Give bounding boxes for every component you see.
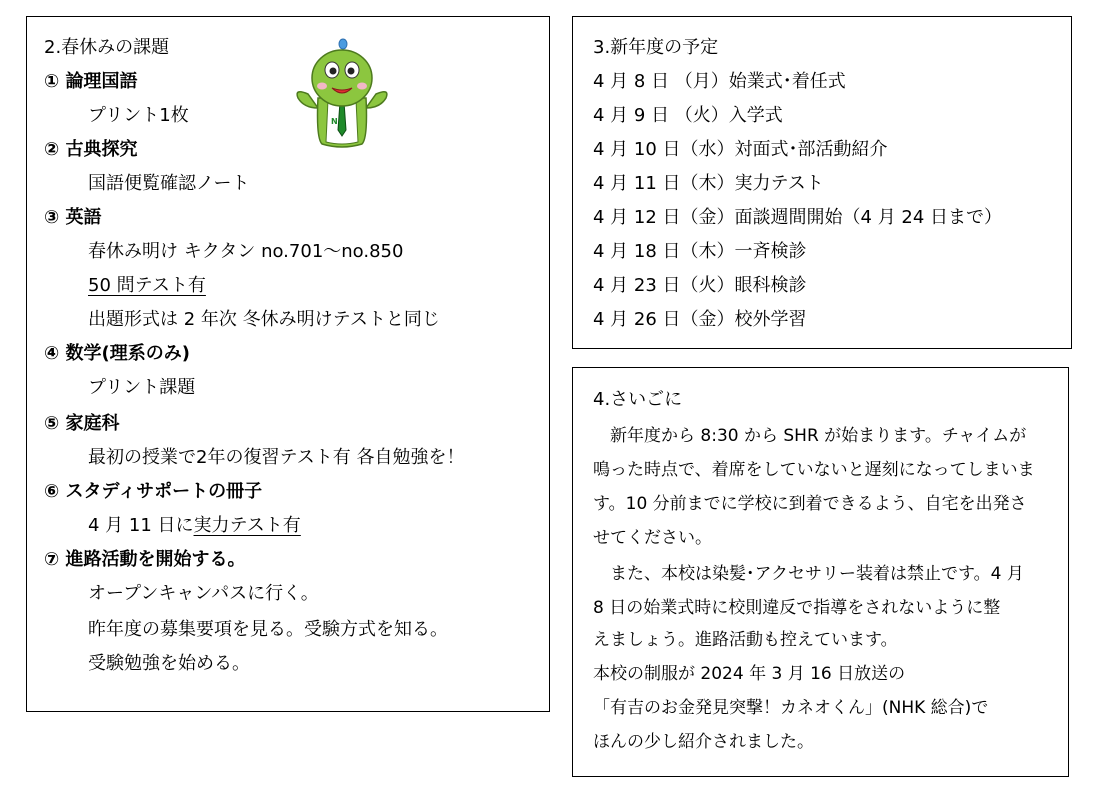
item-logic-japanese-heading: ① 論理国語: [44, 71, 138, 92]
closing-line: えましょう。進路活動も控えています。: [593, 630, 898, 650]
closing-line: 新年度から 8:30 から SHR が始まります。チャイムが: [593, 426, 1027, 446]
schedule-event: 4 月 11 日（木）実力テスト: [593, 173, 824, 194]
closing-line: 「有吉のお金発見突撃！カネオくん」(NHK 総合)で: [593, 698, 989, 718]
closing-line: す。10 分前までに学校に到着できるよう、自宅を出発さ: [593, 494, 1027, 514]
item-home-ec-heading: ⑤ 家庭科: [44, 413, 120, 434]
closing-line: また、本校は染髪･アクセサリー装着は禁止です。4 月: [593, 564, 1024, 584]
item-classics-line: 国語便覧確認ノート: [88, 173, 250, 194]
closing-line: せてください。: [593, 528, 712, 548]
mascot-illustration: [294, 38, 390, 150]
item-career-line-3: 受験勉強を始める。: [88, 653, 250, 674]
closing-line: 8 日の始業式時に校則違反で指導をされないように整: [593, 598, 1001, 618]
item-career-line-1: オープンキャンパスに行く。: [88, 583, 319, 604]
closing-line: 本校の制服が 2024 年 3 月 16 日放送の: [593, 664, 906, 684]
schedule-event: 4 月 26 日（金）校外学習: [593, 309, 807, 330]
homework-title: 2.春休みの課題: [44, 37, 170, 58]
item-english-heading: ③ 英語: [44, 207, 102, 228]
closing-line: 鳴った時点で、着席をしていないと遅刻になってしまいま: [593, 460, 1035, 480]
schedule-event: 4 月 8 日 （月）始業式･着任式: [593, 71, 846, 92]
schedule-event: 4 月 12 日（金）面談週間開始（4 月 24 日まで）: [593, 207, 1003, 228]
schedule-event: 4 月 23 日（火）眼科検診: [593, 275, 807, 296]
item-logic-japanese-line: プリント1枚: [88, 105, 189, 126]
item-career-heading: ⑦ 進路活動を開始する。: [44, 549, 246, 570]
mascot-badge-letter: N: [331, 117, 338, 126]
item-english-line-3: 出題形式は 2 年次 冬休み明けテストと同じ: [88, 309, 440, 330]
schedule-event: 4 月 10 日（水）対面式･部活動紹介: [593, 139, 888, 160]
item-career-line-2: 昨年度の募集要項を見る。受験方式を知る。: [88, 619, 448, 640]
item-math-heading: ④ 数学(理系のみ): [44, 343, 190, 364]
schedule-event: 4 月 18 日（木）一斉検診: [593, 241, 807, 262]
item-english-line-2: 50 問テスト有: [88, 275, 206, 296]
schedule-title: 3.新年度の予定: [593, 37, 719, 58]
item-study-support-heading: ⑥ スタディサポートの冊子: [44, 481, 263, 502]
closing-line: ほんの少し紹介されました。: [593, 732, 814, 752]
study-support-test: 実力テスト有: [193, 515, 301, 536]
item-math-line: プリント課題: [88, 377, 196, 398]
item-english-line-1: 春休み明け キクタン no.701～no.850: [88, 241, 404, 262]
study-support-date: 4 月 11 日に: [88, 515, 194, 536]
item-classics-heading: ② 古典探究: [44, 139, 138, 160]
schedule-event: 4 月 9 日 （火）入学式: [593, 105, 783, 126]
item-study-support-line: [88, 514, 301, 538]
closing-title: 4.さいごに: [593, 389, 683, 410]
item-home-ec-line: 最初の授業で2年の復習テスト有 各自勉強を！: [88, 447, 465, 468]
